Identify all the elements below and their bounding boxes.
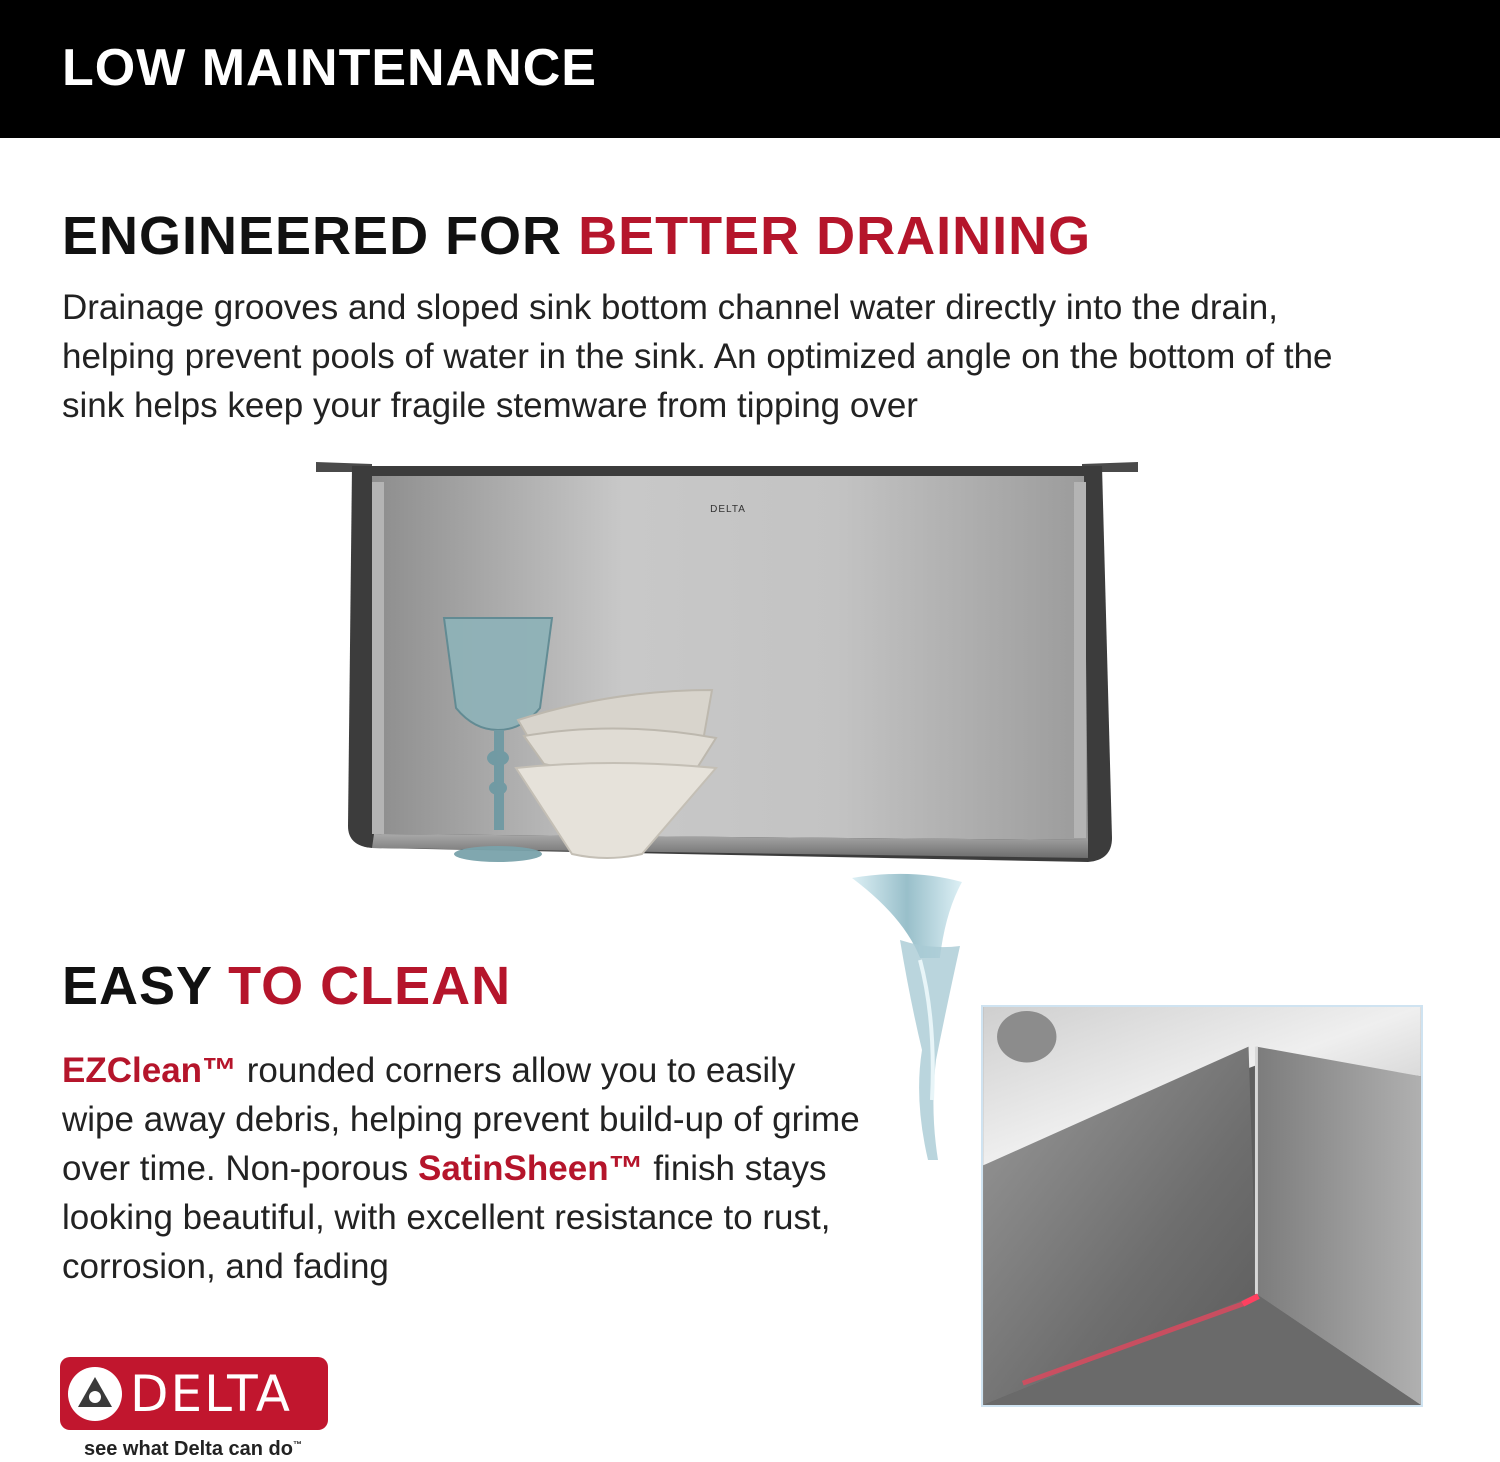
drain-heading xyxy=(62,205,1091,267)
drain-description: Drainage grooves and sloped sink bottom channel water directly into the drain, helping prevent pools of water in the sink. An optimized angle on the bottom of the sink helps keep your fragile stemware from tipping over xyxy=(62,288,1333,425)
clean-text-1: rounded corners allow you to easily wipe away debris, helping prevent build-up of grime over time. Non-porous xyxy=(62,1051,860,1188)
clean-heading xyxy=(62,955,511,1017)
sink-corner-photo xyxy=(981,1005,1423,1407)
tagline-trademark: ™ xyxy=(292,1439,302,1450)
page-title: LOW MAINTENANCE xyxy=(62,39,597,97)
sink-engraving: DELTA xyxy=(710,504,746,515)
satinsheen-brand: SatinSheen™ xyxy=(417,1149,644,1188)
clean-text-2: finish stays looking beautiful, with excellent resistance to rust, corrosion, and fading xyxy=(62,1149,831,1286)
delta-triangle-icon xyxy=(68,1367,122,1421)
sink-illustration xyxy=(312,458,1142,958)
tagline-text: see what Delta can do xyxy=(84,1438,293,1460)
clean-heading-black: EASY xyxy=(62,956,213,1016)
header-bar xyxy=(0,0,1500,138)
drain-heading-red: BETTER DRAINING xyxy=(578,206,1092,266)
logo-tagline xyxy=(84,1438,302,1461)
drain-heading-black: ENGINEERED FOR xyxy=(62,206,563,266)
logo-wordmark: DELTA xyxy=(130,1365,292,1423)
clean-description xyxy=(62,1046,862,1291)
clean-heading-red: TO CLEAN xyxy=(228,956,512,1016)
ezclean-brand: EZClean™ xyxy=(62,1051,238,1090)
delta-logo xyxy=(60,1357,328,1430)
